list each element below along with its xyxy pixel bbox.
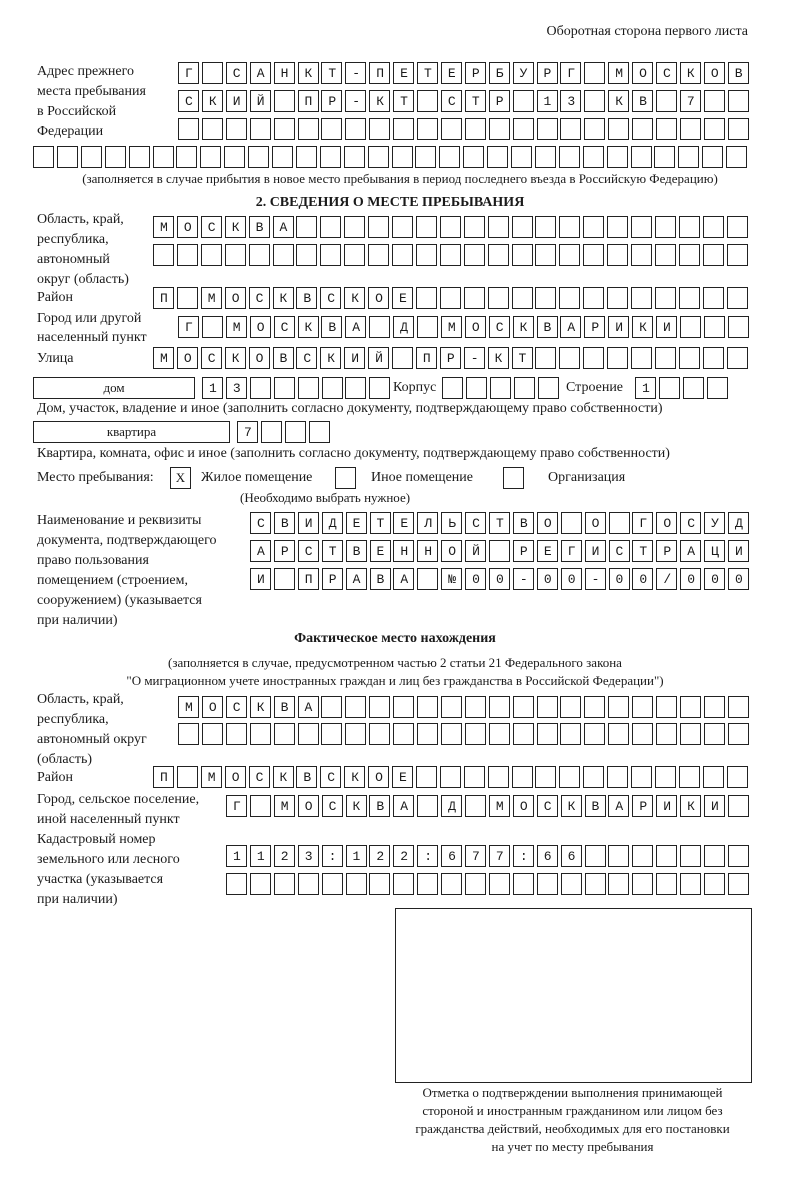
char-cell[interactable] <box>415 146 436 168</box>
char-cell[interactable] <box>178 723 199 745</box>
char-cell[interactable] <box>703 347 724 369</box>
district-label: Район <box>37 290 73 305</box>
actual-region-label-1: Область, край, <box>37 692 124 707</box>
char-cell[interactable] <box>561 873 582 895</box>
char-cell[interactable] <box>702 146 723 168</box>
char-cell[interactable] <box>583 216 604 238</box>
char-cell[interactable] <box>680 845 701 867</box>
char-cell[interactable] <box>535 766 556 788</box>
city-label-2: населенный пункт <box>37 330 147 345</box>
char-cell[interactable] <box>463 146 484 168</box>
region-label-1: Область, край, <box>37 212 124 227</box>
char-cell[interactable] <box>368 216 389 238</box>
char-cell[interactable] <box>273 244 294 266</box>
char-cell[interactable] <box>728 118 749 140</box>
char-cell[interactable] <box>176 146 197 168</box>
char-cell[interactable] <box>607 766 628 788</box>
char-cell[interactable] <box>726 146 747 168</box>
char-cell[interactable] <box>226 723 247 745</box>
char-cell[interactable] <box>559 287 580 309</box>
char-cell[interactable] <box>309 421 330 443</box>
doc-label-6: при наличии) <box>37 613 118 628</box>
char-cell[interactable] <box>369 873 390 895</box>
char-cell[interactable] <box>369 696 390 718</box>
doc-row-2-text: АРСТВЕННОЙ РЕГИСТРАЦИ <box>257 544 759 559</box>
char-cell[interactable] <box>226 118 247 140</box>
actual-district-label: Район <box>37 770 73 785</box>
char-cell[interactable] <box>344 244 365 266</box>
cadastral-label-2: земельного или лесного <box>37 852 180 867</box>
char-cell[interactable] <box>631 244 652 266</box>
actual-title: Фактическое место нахождения <box>294 631 496 646</box>
char-cell[interactable] <box>535 146 556 168</box>
city-label-1: Город или другой <box>37 311 142 326</box>
district-row-text: П МОСКВСКОЕ <box>160 291 423 306</box>
char-cell[interactable] <box>344 216 365 238</box>
char-cell[interactable] <box>465 118 486 140</box>
cadastral-label-1: Кадастровый номер <box>37 832 156 847</box>
char-cell[interactable] <box>583 766 604 788</box>
stay-checkbox-other[interactable] <box>335 467 356 489</box>
char-cell[interactable] <box>441 723 462 745</box>
char-cell[interactable] <box>320 244 341 266</box>
char-cell[interactable] <box>704 873 725 895</box>
char-cell[interactable] <box>583 244 604 266</box>
char-cell[interactable] <box>632 873 653 895</box>
char-cell[interactable] <box>464 766 485 788</box>
doc-label-2: документа, подтверждающего <box>37 533 217 548</box>
actual-region-row-1-text: МОСКВА <box>185 700 329 715</box>
char-cell[interactable] <box>440 766 461 788</box>
char-cell[interactable] <box>488 287 509 309</box>
char-cell[interactable] <box>513 696 534 718</box>
char-cell[interactable] <box>440 287 461 309</box>
char-cell[interactable] <box>488 244 509 266</box>
char-cell[interactable] <box>608 845 629 867</box>
char-cell[interactable] <box>224 146 245 168</box>
char-cell[interactable] <box>465 723 486 745</box>
char-cell[interactable] <box>631 347 652 369</box>
char-cell[interactable] <box>417 873 438 895</box>
flat-type-field[interactable]: квартира <box>33 421 230 443</box>
char-cell[interactable] <box>489 873 510 895</box>
page-side-label: Оборотная сторона первого листа <box>546 24 748 39</box>
char-cell[interactable] <box>559 766 580 788</box>
char-cell[interactable] <box>296 244 317 266</box>
char-cell[interactable] <box>464 244 485 266</box>
char-cell[interactable] <box>727 287 748 309</box>
char-cell[interactable] <box>369 377 390 399</box>
char-cell[interactable] <box>535 287 556 309</box>
char-cell[interactable] <box>512 766 533 788</box>
char-cell[interactable] <box>33 146 54 168</box>
doc-row-1-text: СВИДЕТЕЛЬСТВО О ГОСУД <box>257 516 759 531</box>
char-cell[interactable] <box>442 377 463 399</box>
char-cell[interactable] <box>345 377 366 399</box>
char-cell[interactable] <box>439 146 460 168</box>
char-cell[interactable] <box>298 377 319 399</box>
char-cell[interactable] <box>656 873 677 895</box>
doc-label-5: сооружением) (указывается <box>37 593 202 608</box>
char-cell[interactable] <box>464 287 485 309</box>
char-cell[interactable] <box>537 873 558 895</box>
char-cell[interactable] <box>728 90 749 112</box>
confirmation-caption-3: гражданства действий, необходимых для его постановки <box>415 1121 730 1136</box>
stay-checkbox-organization[interactable] <box>503 467 524 489</box>
actual-region-label-3: автономный округ <box>37 732 147 747</box>
char-cell[interactable] <box>584 696 605 718</box>
char-cell[interactable] <box>489 723 510 745</box>
street-row-text: МОСКОВСКИЙ ПР-КТ <box>160 351 543 366</box>
char-cell[interactable] <box>538 377 559 399</box>
char-cell[interactable] <box>631 766 652 788</box>
stay-place-label: Место пребывания: <box>37 470 154 485</box>
char-cell[interactable] <box>320 146 341 168</box>
char-cell[interactable] <box>417 696 438 718</box>
char-cell[interactable] <box>727 216 748 238</box>
korpus-label: Корпус <box>393 380 437 395</box>
char-cell[interactable] <box>153 244 174 266</box>
char-cell[interactable] <box>345 723 366 745</box>
char-cell[interactable] <box>537 723 558 745</box>
char-cell[interactable] <box>393 873 414 895</box>
char-cell[interactable] <box>392 216 413 238</box>
char-cell[interactable] <box>369 118 390 140</box>
prev-address-label-4: Федерации <box>37 124 104 139</box>
char-cell[interactable] <box>632 723 653 745</box>
char-cell[interactable] <box>655 347 676 369</box>
prev-address-row-1-text: Г САНКТ-ПЕТЕРБУРГ МОСКОВ <box>185 66 759 81</box>
char-cell[interactable] <box>177 244 198 266</box>
stay-checkbox-residential[interactable]: Х <box>170 467 191 489</box>
confirmation-stamp-box <box>395 908 752 1083</box>
char-cell[interactable] <box>707 377 728 399</box>
char-cell[interactable] <box>514 377 535 399</box>
char-cell[interactable] <box>679 244 700 266</box>
char-cell[interactable] <box>202 723 223 745</box>
char-cell[interactable] <box>129 146 150 168</box>
char-cell[interactable] <box>560 118 581 140</box>
char-cell[interactable] <box>728 873 749 895</box>
char-cell[interactable] <box>560 723 581 745</box>
char-cell[interactable] <box>680 696 701 718</box>
char-cell[interactable] <box>321 723 342 745</box>
house-type-field[interactable]: дом <box>33 377 195 399</box>
char-cell[interactable] <box>655 766 676 788</box>
char-cell[interactable] <box>608 118 629 140</box>
char-cell[interactable] <box>417 723 438 745</box>
doc-label-1: Наименование и реквизиты <box>37 513 202 528</box>
char-cell[interactable] <box>608 696 629 718</box>
char-cell[interactable] <box>344 146 365 168</box>
region-label-4: округ (область) <box>37 272 129 287</box>
char-cell[interactable] <box>583 287 604 309</box>
char-cell[interactable] <box>200 146 221 168</box>
char-cell[interactable] <box>728 316 749 338</box>
char-cell[interactable] <box>345 118 366 140</box>
flat-number-row-text: 7 <box>244 425 268 440</box>
char-cell[interactable] <box>513 723 534 745</box>
char-cell[interactable] <box>393 723 414 745</box>
char-cell[interactable] <box>559 216 580 238</box>
char-cell[interactable] <box>296 146 317 168</box>
prev-address-note: (заполняется в случае прибытия в новое место пребывания в период последнего въезда в Российскую Федерацию) <box>82 171 718 186</box>
char-cell[interactable] <box>274 377 295 399</box>
char-cell[interactable] <box>703 244 724 266</box>
char-cell[interactable] <box>488 766 509 788</box>
doc-label-3: право пользования <box>37 553 149 568</box>
char-cell[interactable] <box>57 146 78 168</box>
char-cell[interactable] <box>511 146 532 168</box>
char-cell[interactable] <box>322 377 343 399</box>
char-cell[interactable] <box>728 723 749 745</box>
char-cell[interactable] <box>607 287 628 309</box>
char-cell[interactable] <box>535 244 556 266</box>
confirmation-caption-4: на учет по месту пребывания <box>491 1139 654 1154</box>
char-cell[interactable] <box>728 845 749 867</box>
char-cell[interactable] <box>153 146 174 168</box>
char-cell[interactable] <box>298 873 319 895</box>
char-cell[interactable] <box>249 244 270 266</box>
prev-address-row-2-text: СКИЙ ПР-КТ СТР 13 КВ 7 <box>185 94 711 109</box>
char-cell[interactable] <box>274 873 295 895</box>
building-row-text: 1 <box>642 381 666 396</box>
char-cell[interactable] <box>416 216 437 238</box>
char-cell[interactable] <box>679 347 700 369</box>
char-cell[interactable] <box>656 118 677 140</box>
house-note: Дом, участок, владение и иное (заполнить согласно документу, подтверждающему право собственности) <box>37 401 663 416</box>
cadastral-row-1-text: 1123:122:677:66 <box>233 849 592 864</box>
char-cell[interactable] <box>489 118 510 140</box>
char-cell[interactable] <box>274 723 295 745</box>
char-cell[interactable] <box>488 216 509 238</box>
cadastral-label-4: при наличии) <box>37 892 118 907</box>
char-cell[interactable] <box>465 873 486 895</box>
char-cell[interactable] <box>727 244 748 266</box>
region-label-3: автономный <box>37 252 110 267</box>
char-cell[interactable] <box>320 216 341 238</box>
stay-note: (Необходимо выбрать нужное) <box>240 490 411 505</box>
char-cell[interactable] <box>703 766 724 788</box>
actual-district-row-text: П МОСКВСКОЕ <box>160 770 423 785</box>
char-cell[interactable] <box>679 216 700 238</box>
char-cell[interactable] <box>250 873 271 895</box>
actual-city-label-2: иной населенный пункт <box>37 812 180 827</box>
char-cell[interactable] <box>560 696 581 718</box>
char-cell[interactable] <box>680 118 701 140</box>
char-cell[interactable] <box>465 696 486 718</box>
prev-address-label-3: в Российской <box>37 104 117 119</box>
char-cell[interactable] <box>559 146 580 168</box>
char-cell[interactable] <box>298 723 319 745</box>
char-cell[interactable] <box>535 216 556 238</box>
char-cell[interactable] <box>584 723 605 745</box>
char-cell[interactable] <box>583 347 604 369</box>
char-cell[interactable] <box>441 118 462 140</box>
char-cell[interactable] <box>489 696 510 718</box>
char-cell[interactable] <box>607 347 628 369</box>
char-cell[interactable] <box>464 216 485 238</box>
actual-note-2: "О миграционном учете иностранных граждан и лиц без гражданства в Российской Федерации") <box>126 673 664 688</box>
actual-city-row-text: Г МОСКВА Д МОСКВАРИКИ <box>233 799 735 814</box>
char-cell[interactable] <box>369 723 390 745</box>
char-cell[interactable] <box>512 216 533 238</box>
char-cell[interactable] <box>537 696 558 718</box>
char-cell[interactable] <box>607 216 628 238</box>
char-cell[interactable] <box>727 347 748 369</box>
region-row-1-text: МОСКВА <box>160 220 304 235</box>
char-cell[interactable] <box>321 118 342 140</box>
char-cell[interactable] <box>178 118 199 140</box>
char-cell[interactable] <box>680 873 701 895</box>
char-cell[interactable] <box>346 873 367 895</box>
doc-row-3-text: И ПРАВА №00-00-00/000 <box>257 572 759 587</box>
char-cell[interactable] <box>417 118 438 140</box>
char-cell[interactable] <box>440 216 461 238</box>
char-cell[interactable] <box>416 244 437 266</box>
actual-region-label-2: республика, <box>37 712 109 727</box>
char-cell[interactable] <box>537 118 558 140</box>
section2-title: 2. СВЕДЕНИЯ О МЕСТЕ ПРЕБЫВАНИЯ <box>255 195 525 210</box>
char-cell[interactable] <box>704 845 725 867</box>
doc-label-4: помещением (строением, <box>37 573 188 588</box>
region-label-2: республика, <box>37 232 109 247</box>
char-cell[interactable] <box>632 696 653 718</box>
stay-option-residential: Жилое помещение <box>201 470 313 485</box>
char-cell[interactable] <box>678 146 699 168</box>
char-cell[interactable] <box>656 723 677 745</box>
prev-address-label-2: места пребывания <box>37 84 146 99</box>
char-cell[interactable] <box>105 146 126 168</box>
char-cell[interactable] <box>225 244 246 266</box>
char-cell[interactable] <box>285 421 306 443</box>
char-cell[interactable] <box>679 287 700 309</box>
char-cell[interactable] <box>487 146 508 168</box>
building-label: Строение <box>566 380 624 395</box>
actual-note-1: (заполняется в случае, предусмотренном частью 2 статьи 21 Федерального закона <box>168 655 622 670</box>
char-cell[interactable] <box>703 287 724 309</box>
char-cell[interactable] <box>393 118 414 140</box>
prev-address-label-1: Адрес прежнего <box>37 64 134 79</box>
char-cell[interactable] <box>608 873 629 895</box>
street-label: Улица <box>37 351 74 366</box>
char-cell[interactable] <box>607 146 628 168</box>
char-cell[interactable] <box>583 146 604 168</box>
char-cell[interactable] <box>632 845 653 867</box>
char-cell[interactable] <box>513 873 534 895</box>
char-cell[interactable] <box>727 766 748 788</box>
char-cell[interactable] <box>655 287 676 309</box>
char-cell[interactable] <box>704 316 725 338</box>
char-cell[interactable] <box>440 244 461 266</box>
char-cell[interactable] <box>368 146 389 168</box>
char-cell[interactable] <box>202 118 223 140</box>
char-cell[interactable] <box>368 244 389 266</box>
char-cell[interactable] <box>728 696 749 718</box>
char-cell[interactable] <box>441 696 462 718</box>
stay-option-other: Иное помещение <box>371 470 473 485</box>
char-cell[interactable] <box>441 873 462 895</box>
char-cell[interactable] <box>631 216 652 238</box>
char-cell[interactable] <box>559 347 580 369</box>
char-cell[interactable] <box>274 118 295 140</box>
char-cell[interactable] <box>392 146 413 168</box>
char-cell[interactable] <box>322 873 343 895</box>
char-cell[interactable] <box>345 696 366 718</box>
char-cell[interactable] <box>683 377 704 399</box>
city-row-text: Г МОСКВА Д МОСКВАРИКИ <box>185 320 687 335</box>
char-cell[interactable] <box>250 723 271 745</box>
char-cell[interactable] <box>81 146 102 168</box>
char-cell[interactable] <box>466 377 487 399</box>
confirmation-caption-1: Отметка о подтверждении выполнения принимающей <box>422 1085 723 1100</box>
char-cell[interactable] <box>632 118 653 140</box>
char-cell[interactable] <box>656 696 677 718</box>
char-cell[interactable] <box>704 696 725 718</box>
char-cell[interactable] <box>655 244 676 266</box>
char-cell[interactable] <box>631 146 652 168</box>
char-cell[interactable] <box>704 118 725 140</box>
char-cell[interactable] <box>272 146 293 168</box>
char-cell[interactable] <box>490 377 511 399</box>
char-cell[interactable] <box>607 244 628 266</box>
char-cell[interactable] <box>680 723 701 745</box>
char-cell[interactable] <box>704 723 725 745</box>
char-cell[interactable] <box>703 216 724 238</box>
char-cell[interactable] <box>513 118 534 140</box>
house-number-row-text: 13 <box>209 381 257 396</box>
char-cell[interactable] <box>679 766 700 788</box>
char-cell[interactable] <box>512 287 533 309</box>
actual-region-label-4: (область) <box>37 752 93 767</box>
char-cell[interactable] <box>512 244 533 266</box>
char-cell[interactable] <box>585 873 606 895</box>
char-cell[interactable] <box>226 873 247 895</box>
char-cell[interactable] <box>654 146 675 168</box>
char-cell[interactable] <box>393 696 414 718</box>
char-cell[interactable] <box>655 216 676 238</box>
char-cell[interactable] <box>392 244 413 266</box>
confirmation-caption-2: стороной и иностранным гражданином или лицом без <box>422 1103 723 1118</box>
char-cell[interactable] <box>608 723 629 745</box>
char-cell[interactable] <box>559 244 580 266</box>
flat-note: Квартира, комната, офис и иное (заполнить согласно документу, подтверждающему право собственности) <box>37 446 670 461</box>
actual-city-label-1: Город, сельское поселение, <box>37 792 200 807</box>
stay-option-organization: Организация <box>548 470 626 485</box>
char-cell[interactable] <box>298 118 319 140</box>
char-cell[interactable] <box>248 146 269 168</box>
char-cell[interactable] <box>656 845 677 867</box>
char-cell[interactable] <box>584 118 605 140</box>
char-cell[interactable] <box>631 287 652 309</box>
char-cell[interactable] <box>250 118 271 140</box>
cadastral-label-3: участка (указывается <box>37 872 164 887</box>
char-cell[interactable] <box>201 244 222 266</box>
